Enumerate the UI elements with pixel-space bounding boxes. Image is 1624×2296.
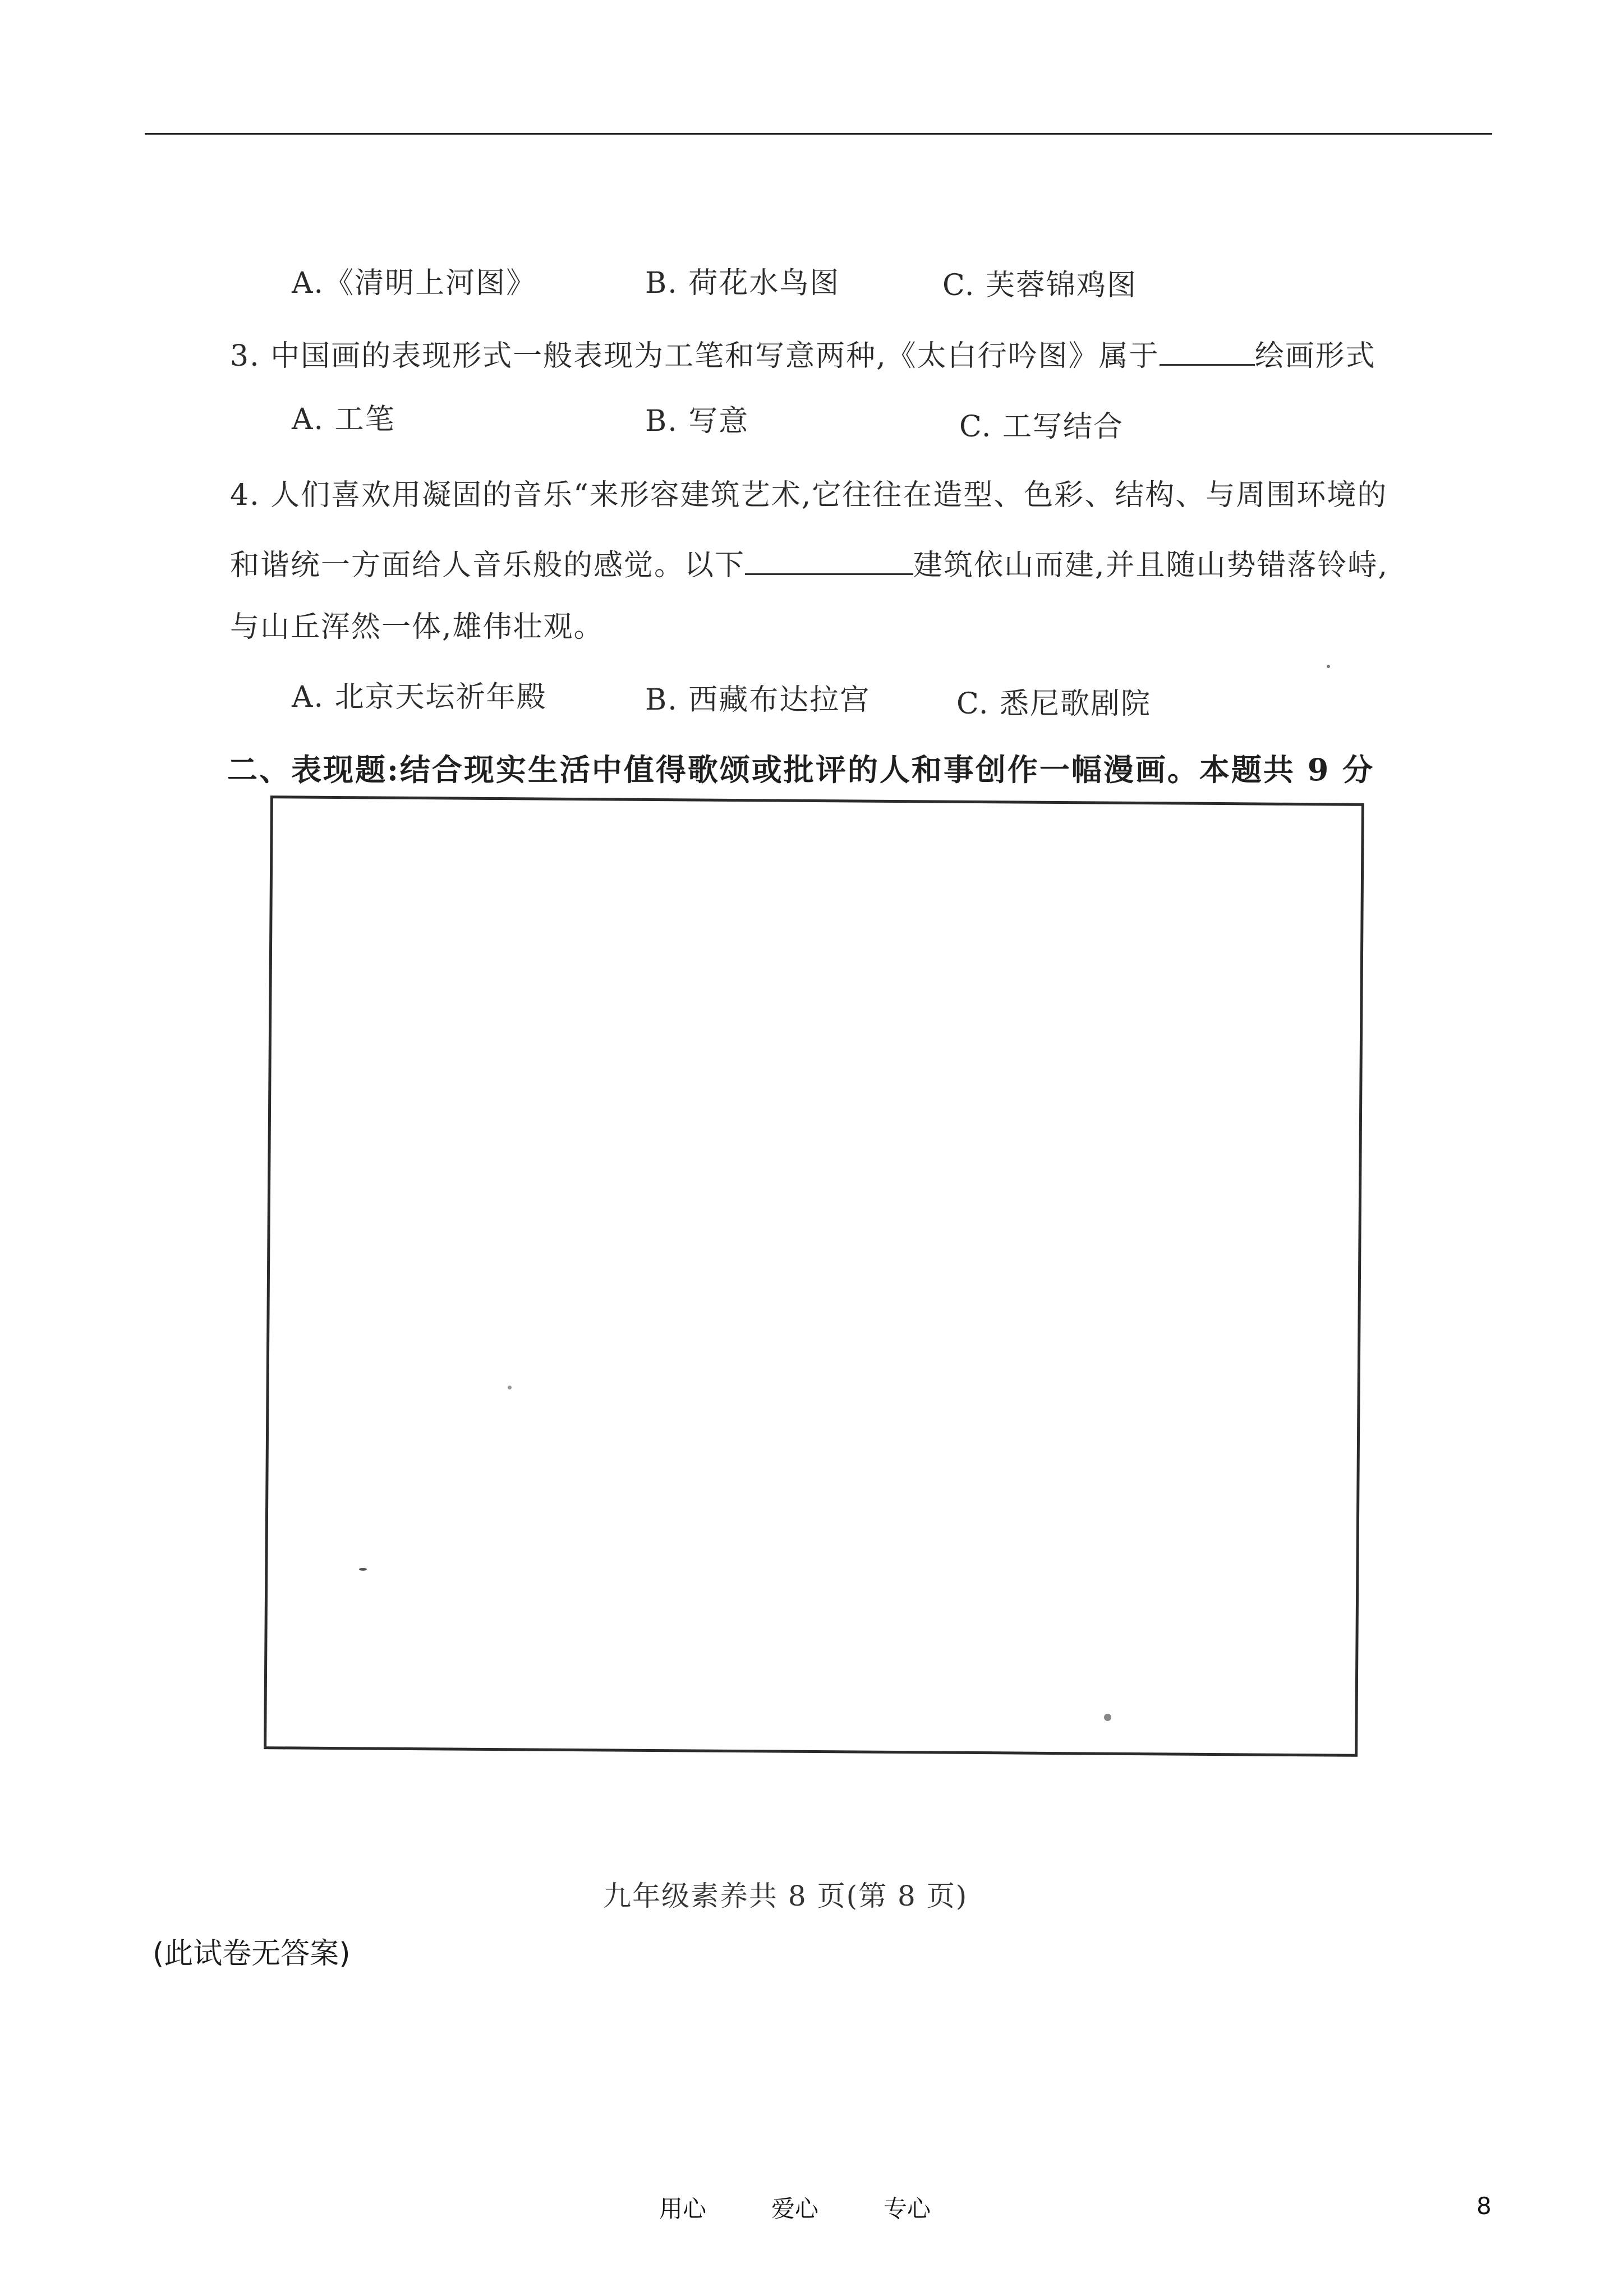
page-number: 8 bbox=[1476, 2192, 1492, 2220]
q4-line-2 bbox=[230, 541, 1388, 583]
q4-line-2-after: 建筑依山而建,并且随山势错落铃峙, bbox=[913, 549, 1389, 582]
q3-stem bbox=[230, 332, 1376, 374]
section-2-title: 二、表现题:结合现实生活中值得歌颂或批评的人和事创作一幅漫画。本题共 9 分 bbox=[227, 752, 1375, 788]
q3-option-b: B. 写意 bbox=[645, 404, 749, 438]
scan-speck bbox=[1104, 1714, 1111, 1721]
scan-speck bbox=[1327, 665, 1330, 668]
q3-stem-before: 3. 中国画的表现形式一般表现为工笔和写意两种,《太白行吟图》属于 bbox=[230, 339, 1160, 373]
q2-option-a: A.《清明上河图》 bbox=[292, 266, 537, 300]
q4-blank bbox=[745, 551, 913, 575]
q3-stem-after: 绘画形式 bbox=[1254, 339, 1376, 373]
q4-option-c: C. 悉尼歌剧院 bbox=[956, 687, 1151, 721]
q4-option-a: A. 北京天坛祈年殿 bbox=[292, 680, 547, 714]
q2-option-c: C. 芙蓉锦鸡图 bbox=[942, 269, 1137, 302]
q4-option-b: B. 西藏布达拉宫 bbox=[645, 683, 871, 717]
header-rule bbox=[145, 133, 1492, 135]
scan-speck bbox=[359, 1568, 367, 1571]
q2-option-b: B. 荷花水鸟图 bbox=[645, 266, 840, 300]
motto-3: 专心 bbox=[884, 2195, 931, 2223]
q3-option-a: A. 工笔 bbox=[292, 403, 395, 436]
drawing-answer-box[interactable] bbox=[264, 795, 1364, 1757]
q3-blank bbox=[1160, 342, 1255, 366]
q4-line-1: 4. 人们喜欢用凝固的音乐“来形容建筑艺术,它往往在造型、色彩、结构、与周围环境的 bbox=[230, 478, 1388, 512]
motto-1: 用心 bbox=[659, 2195, 707, 2223]
q3-option-c: C. 工写结合 bbox=[959, 410, 1124, 444]
page-info: 九年级素养共 8 页(第 8 页) bbox=[603, 1880, 968, 1912]
scan-speck bbox=[508, 1386, 512, 1389]
q4-line-2-before: 和谐统一方面给人音乐般的感觉。以下 bbox=[230, 549, 746, 582]
q4-line-3: 与山丘浑然一体,雄伟壮观。 bbox=[230, 610, 604, 644]
motto-2: 爱心 bbox=[771, 2195, 819, 2223]
no-answer-note: (此试卷无答案) bbox=[153, 1937, 351, 1971]
